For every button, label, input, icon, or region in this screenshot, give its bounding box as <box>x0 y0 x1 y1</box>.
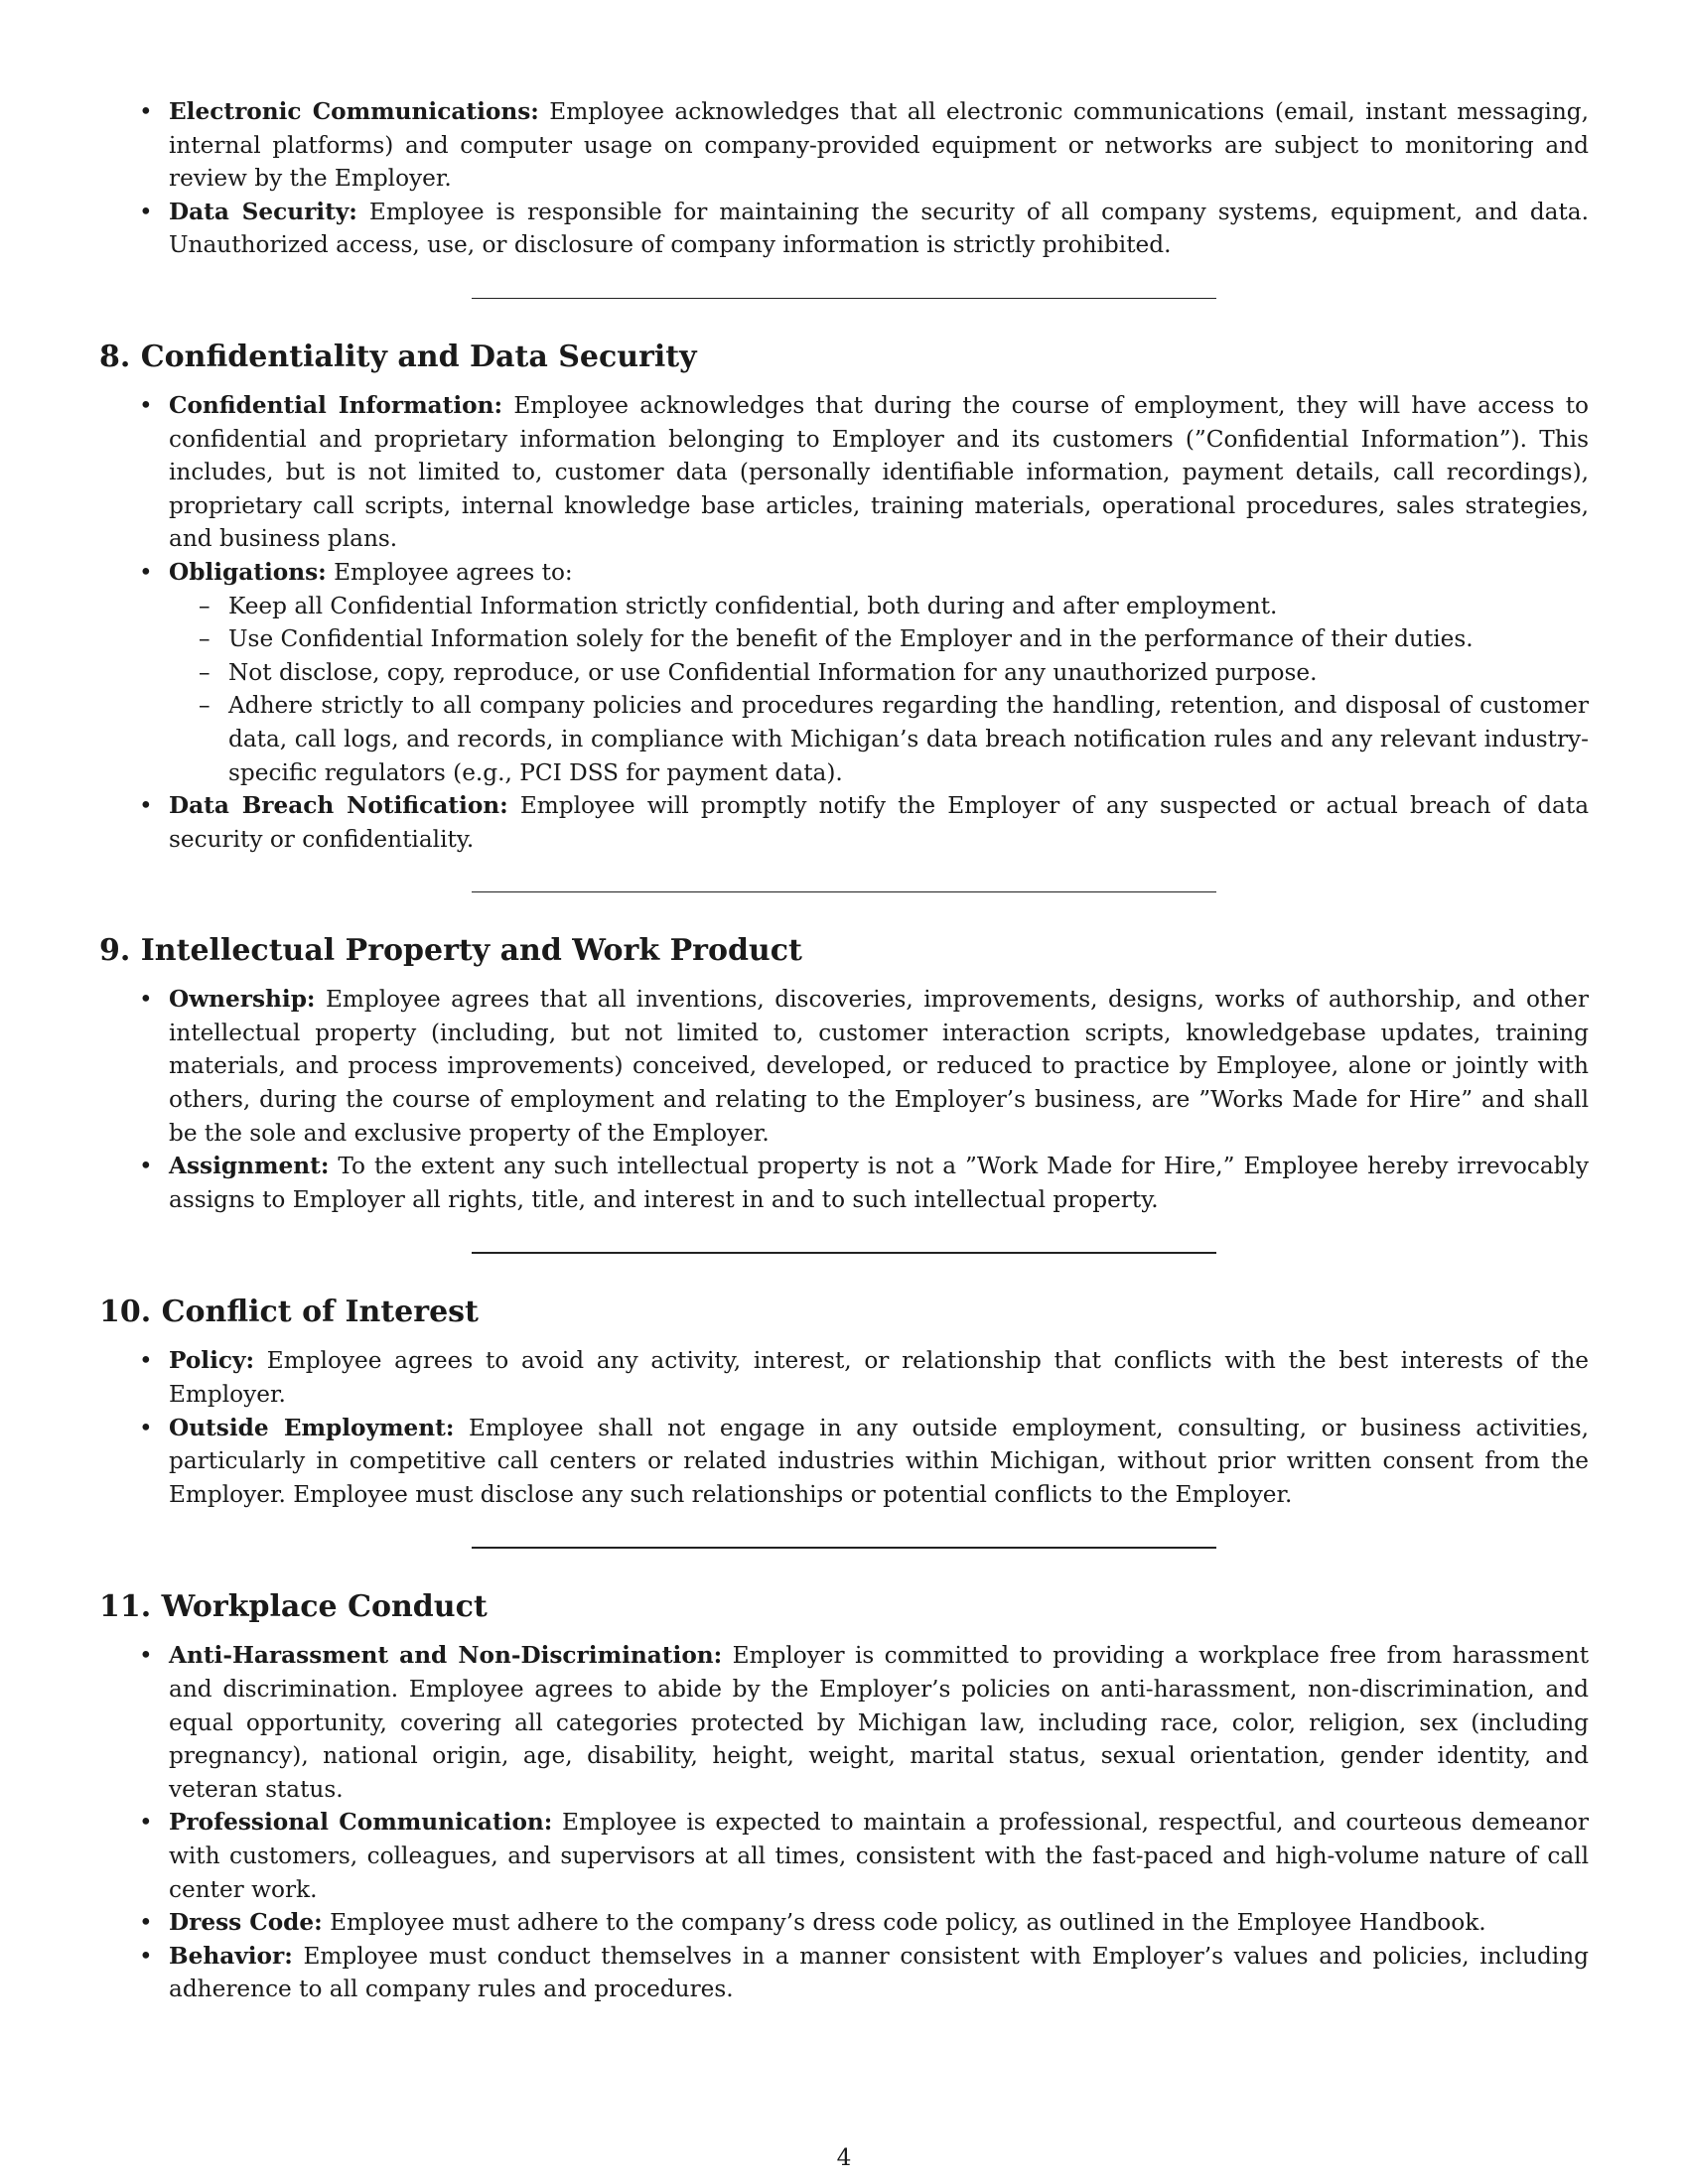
list-item <box>99 1806 1589 1906</box>
section-divider <box>472 891 1216 892</box>
list-item <box>99 95 1589 196</box>
item-text: Employee is expected to maintain a professional, respectful, and courteous demeanor with customers, colleagues, and supervisors at all times, consistent with the fast-paced and high-volume nature of call center work. <box>169 1809 1589 1903</box>
list-item <box>99 196 1589 262</box>
item-term: Professional Communication: <box>169 1809 553 1837</box>
item-term: Outside Employment: <box>169 1414 455 1441</box>
sub-list-item: – Adhere strictly to all company policies and procedures regarding the handling, retention, and disposal of customer data, call logs, and records, in compliance with Michigan’s data breach notification rules and any relevant industry-specific regulators (e.g., PCI DSS for payment data). <box>169 689 1589 789</box>
list-item <box>99 983 1589 1150</box>
document-page <box>99 95 1589 2006</box>
section-list <box>99 1639 1589 2006</box>
section-heading: 9. Intellectual Property and Work Product <box>99 933 802 969</box>
list-item <box>99 1940 1589 2006</box>
item-text: Employee will promptly notify the Employer of any suspected or actual breach of data security or confidentiality. <box>169 792 1590 853</box>
section-divider <box>472 1547 1216 1549</box>
item-text: Employee agrees to: <box>334 558 573 586</box>
list-item <box>99 1639 1589 1806</box>
item-text: Employee must adhere to the company’s dress code policy, as outlined in the Employee Handbook. <box>330 1909 1486 1937</box>
item-text: Employee acknowledges that all electronic communications (email, instant messaging, internal platforms) and computer usage on company-provided equipment or networks are subject to monitoring and review by the Employer. <box>169 98 1589 193</box>
sub-list-item: – Keep all Confidential Information strictly confidential, both during and after employment. <box>169 590 1589 623</box>
section-heading: 11. Workplace Conduct <box>99 1589 488 1625</box>
item-term: Electronic Communications: <box>169 98 539 125</box>
section-list <box>99 983 1589 1216</box>
sub-list <box>169 590 1589 790</box>
item-term: Policy: <box>169 1347 255 1375</box>
item-term: Behavior: <box>169 1942 293 1970</box>
item-term: Assignment: <box>169 1153 330 1180</box>
item-text: Employer is committed to providing a workplace free from harassment and discrimination. Employee agrees to abide by the Employer’s policies on anti-harassment, non-discrimination, and equal opportunity, covering all categories protected by Michigan law, including race, color, religion, sex (including pregnancy), national origin, age, disability, height, weight, marital status, sexual orientation, gender identity, and veteran status. <box>169 1642 1590 1803</box>
item-term: Anti-Harassment and Non-Discrimination: <box>169 1642 723 1670</box>
item-text: Employee acknowledges that during the course of employment, they will have access to confidential and proprietary information belonging to Employer and its customers (”Confidential Information”). This includes, but is not limited to, customer data (personally identifiable information, payment details, call recordings), proprietary call scripts, internal knowledge base articles, training materials, operational procedures, sales strategies, and business plans. <box>169 391 1590 553</box>
list-item <box>99 1150 1589 1216</box>
item-text: Employee shall not engage in any outside employment, consulting, or business activities, particularly in competitive call centers or related industries within Michigan, without prior written consent from the Employer. Employee must disclose any such relationships or potential conflicts to the Employer. <box>169 1414 1589 1508</box>
list-item <box>99 1344 1589 1411</box>
item-text: Employee agrees to avoid any activity, interest, or relationship that conflicts with the best interests of the Employer. <box>169 1347 1589 1409</box>
item-term: Confidential Information: <box>169 391 503 419</box>
item-text: Employee must conduct themselves in a manner consistent with Employer’s values and policies, including adherence to all company rules and procedures. <box>169 1942 1589 2003</box>
section-list <box>99 1344 1589 1511</box>
section-divider <box>472 298 1216 299</box>
item-term: Data Security: <box>169 198 357 225</box>
item-term: Dress Code: <box>169 1909 323 1937</box>
list-item <box>99 789 1589 856</box>
item-term: Ownership: <box>169 986 316 1014</box>
list-item <box>99 1906 1589 1940</box>
section-divider <box>472 1252 1216 1254</box>
item-term: Obligations: <box>169 558 327 586</box>
list-item <box>99 389 1589 556</box>
list-item <box>99 556 1589 789</box>
continued-list <box>99 95 1589 262</box>
sub-list-item: – Use Confidential Information solely for the benefit of the Employer and in the performance of their duties. <box>169 622 1589 656</box>
item-text: To the extent any such intellectual property is not a ”Work Made for Hire,” Employee hereby irrevocably assigns to Employer all rights, title, and interest in and to such intellectual property. <box>169 1153 1589 1213</box>
section-heading: 10. Conflict of Interest <box>99 1295 479 1330</box>
item-term: Data Breach Notification: <box>169 792 508 820</box>
section-heading: 8. Confidentiality and Data Security <box>99 339 697 374</box>
section-list <box>99 389 1589 856</box>
item-text: Employee agrees that all inventions, discoveries, improvements, designs, works of authorship, and other intellectual property (including, but not limited to, customer interaction scripts, knowledgebase updates, training materials, and process improvements) conceived, developed, or reduced to practice by Employee, alone or jointly with others, during the course of employment and relating to the Employer’s business, are ”Works Made for Hire” and shall be the sole and exclusive property of the Employer. <box>169 986 1589 1147</box>
sub-list-item: – Not disclose, copy, reproduce, or use Confidential Information for any unauthorized purpose. <box>169 656 1589 690</box>
item-text: Employee is responsible for maintaining the security of all company systems, equipment, and data. Unauthorized access, use, or disclosure of company information is strictly prohibited. <box>169 198 1589 259</box>
list-item <box>99 1412 1589 1512</box>
page-number: 4 <box>836 2144 852 2171</box>
